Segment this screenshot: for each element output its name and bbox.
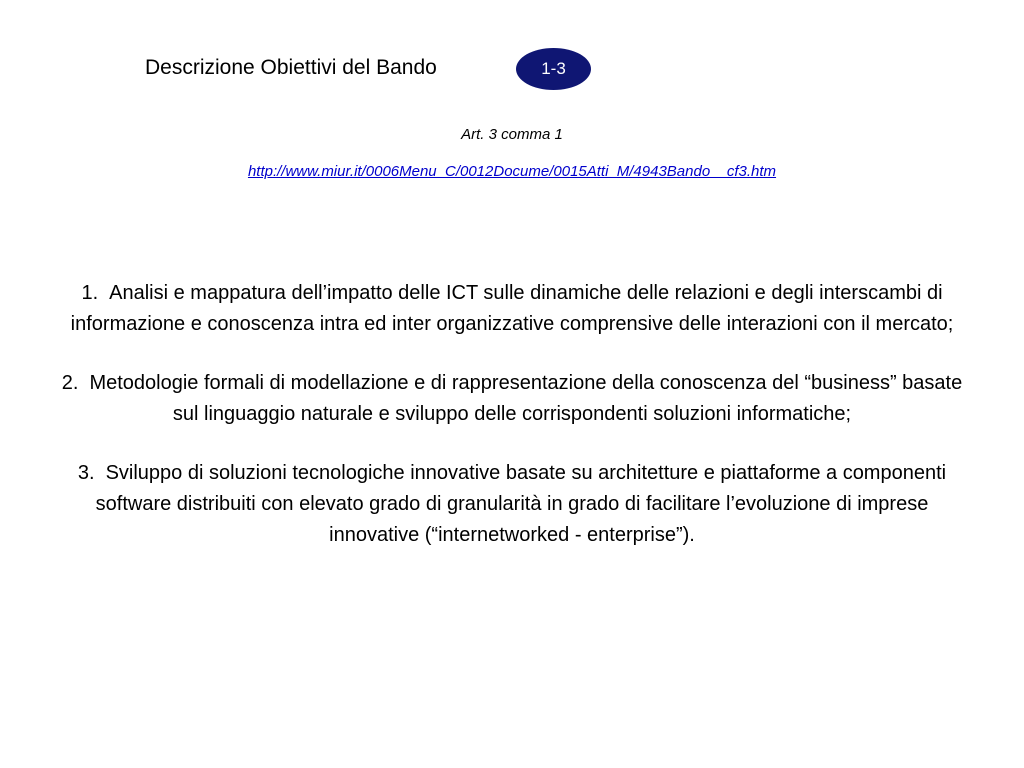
objective-number: 2.: [61, 372, 79, 394]
objective-text: Sviluppo di soluzioni tecnologiche innovative basate su architetture e piattaforme a componenti software distribuiti con elevato grado di granularità in grado di facilitare l’evoluzione di imprese innovative (“internetworked - enterprise”).: [95, 462, 947, 546]
objective-number: 3.: [77, 462, 95, 484]
objective-text: Metodologie formali di modellazione e di rappresentazione della conoscenza del “business” basate sul linguaggio naturale e sviluppo delle corrispondenti soluzioni informatiche;: [89, 372, 963, 425]
objective-text: Analisi e mappatura dell’impatto delle ICT sulle dinamiche delle relazioni e degli interscambi di informazione e conoscenza intra ed inter organizzative comprensive delle interazioni con il mercato;: [70, 282, 954, 335]
objective-item-3: [60, 458, 964, 551]
slide-number-badge: 1-3: [516, 48, 591, 90]
objective-item-1: [60, 278, 964, 340]
objectives-list: [60, 278, 964, 579]
article-reference: Art. 3 comma 1: [461, 126, 563, 143]
objective-number: 1.: [81, 282, 99, 304]
objective-item-2: [60, 368, 964, 430]
slide-title: Descrizione Obiettivi del Bando: [145, 56, 437, 79]
source-link[interactable]: http://www.miur.it/0006Menu_C/0012Docume/0015Atti_M/4943Bando__cf3.htm: [247, 163, 777, 180]
